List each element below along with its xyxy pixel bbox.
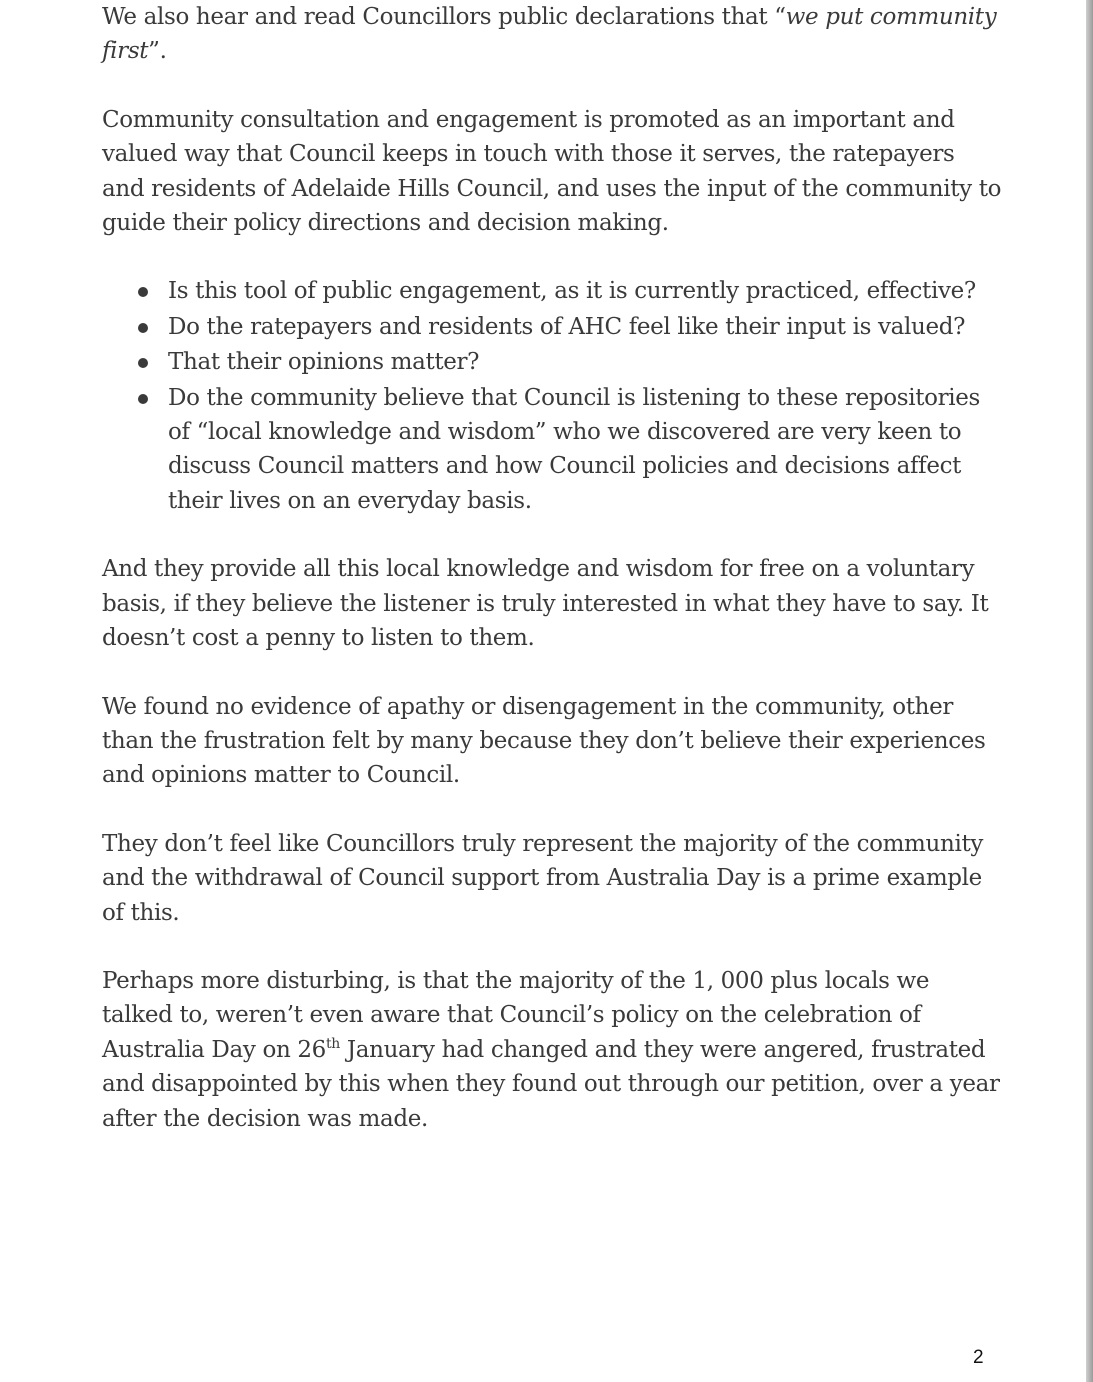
list-item-text: Do the community believe that Council is listening to these repositories of “local knowledge and wisdom” who we discovered are very keen to discuss Council matters and how Council policies and decisions affect their lives on an everyday basis. (168, 384, 980, 514)
page-number: 2 (973, 1347, 984, 1368)
list-item-text: Is this tool of public engagement, as it is currently practiced, effective? (168, 278, 976, 305)
paragraph-consultation: Community consultation and engagement is promoted as an important and valued way that Council keeps in touch with those it serves, the ratepayers and residents of Adelaide Hills Council, and uses the input of the community to guide their policy directions and decision making. (102, 106, 1002, 237)
paragraph-local-knowledge: And they provide all this local knowledge and wisdom for free on a voluntary basis, if they believe the listener is truly interested in what they have to say. It doesn’t cost a penny to listen to them. (102, 556, 989, 652)
ordinal-suffix: th (325, 1035, 340, 1052)
list-item (102, 381, 1002, 519)
quote-we-put-community-first: we put community first (102, 4, 997, 65)
paragraph-australia-day-end: January had changed and they were angered, frustrated and disappointed by this when they found out through our petition, over a year after the decision was made. (102, 1036, 1000, 1132)
list-item (102, 345, 1002, 379)
paragraph-australia-day-text: Perhaps more disturbing, is that the majority of the 1, 000 plus locals we talked to, weren’t even aware that Council’s policy on the celebration of Australia Day on 26 (102, 967, 930, 1063)
bullet-icon (138, 394, 148, 404)
list-item (102, 310, 1002, 344)
list-item-text: Do the ratepayers and residents of AHC feel like their input is valued? (168, 313, 966, 340)
list-item (102, 274, 1002, 308)
bullet-icon (138, 287, 148, 297)
list-item-text: That their opinions matter? (168, 349, 480, 376)
bullet-icon (138, 358, 148, 368)
paragraph-community-first-end: ”. (148, 38, 167, 65)
paragraph-community-first-text: We also hear and read Councillors public declarations that “ (102, 4, 786, 30)
bullet-icon (138, 323, 148, 333)
paragraph-representation: They don’t feel like Councillors truly represent the majority of the community and the withdrawal of Council support from Australia Day is a prime example of this. (102, 830, 983, 926)
paragraph-community-first (102, 0, 1002, 69)
paragraph-no-apathy: We found no evidence of apathy or disengagement in the community, other than the frustration felt by many because they don’t believe their experiences and opinions matter to Council. (102, 693, 986, 789)
question-list (102, 274, 1002, 518)
paragraph-australia-day (102, 964, 1002, 1136)
page-edge-shadow (1086, 0, 1093, 1382)
page-content (102, 0, 1002, 1170)
